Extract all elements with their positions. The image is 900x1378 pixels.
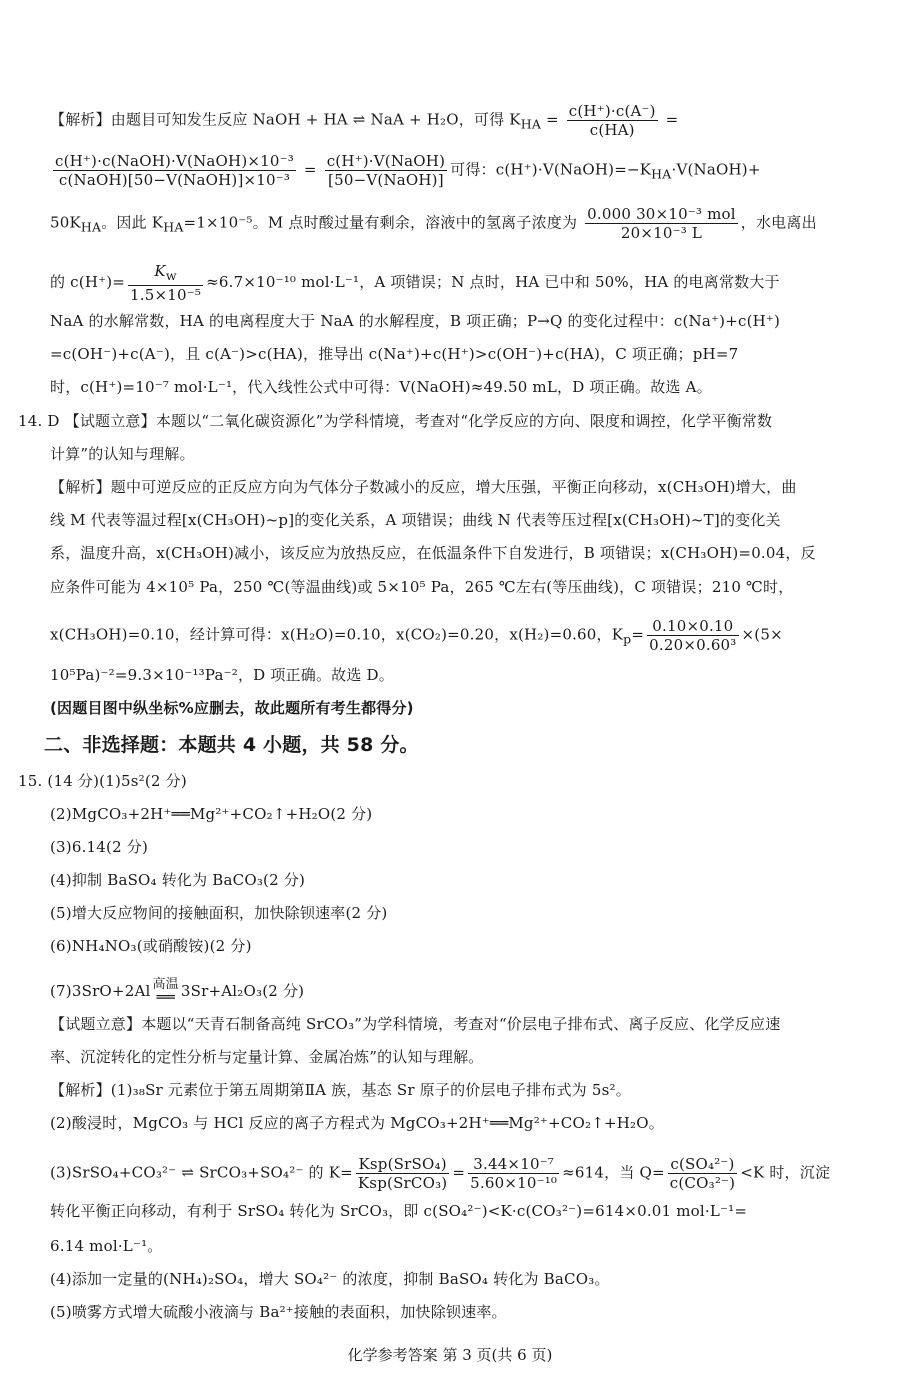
text: ×(5× xyxy=(741,625,783,644)
subscript: HA xyxy=(520,116,542,132)
q15-analysis-4: 转化平衡正向移动，有利于 SrSO₄ 转化为 SrCO₃，即 c(SO₄²⁻)<K·c(CO₃²⁻)=614×0.01 mol·L⁻¹= xyxy=(50,1202,748,1220)
q15-analysis-1: 【解析】(1)₃₈Sr 元素位于第五周期第ⅡA 族，基态 Sr 原子的价层电子排布式为 5s²。 xyxy=(50,1081,631,1099)
text: 的 c(H⁺)= xyxy=(50,273,126,291)
analysis-line-6: =c(OH⁻)+c(A⁻)，且 c(A⁻)>c(HA)，推导出 c(Na⁺)+c(H⁺)>c(OH⁻)+c(HA)，C 项正确；pH=7 xyxy=(50,345,739,363)
q15-answer-4: (4)抑制 BaSO₄ 转化为 BaCO₃(2 分) xyxy=(50,871,306,889)
denominator: c(NaOH)[50−V(NaOH)]×10⁻³ xyxy=(58,171,291,189)
analysis-line-1 xyxy=(50,102,870,139)
q14-analysis-line-4: 应条件可能为 4×10⁵ Pa，250 ℃(等温曲线)或 5×10⁵ Pa，265 ℃左右(等压曲线)，C 项错误；210 ℃时， xyxy=(50,578,794,596)
page-footer: 化学参考答案 第 3 页(共 6 页) xyxy=(347,1346,553,1364)
fraction-q xyxy=(668,1155,737,1192)
numerator: c(SO₄²⁻) xyxy=(668,1155,737,1174)
q15-answer-2: (2)MgCO₃+2H⁺══Mg²⁺+CO₂↑+H₂O(2 分) xyxy=(50,805,373,823)
text: = xyxy=(452,1163,466,1182)
text: (3)SrSO₄+CO₃²⁻ ⇌ SrCO₃+SO₄²⁻ 的 K= xyxy=(50,1163,353,1182)
fraction-concentration xyxy=(585,205,738,242)
q15-answer-7 xyxy=(50,977,870,1006)
subscript: HA xyxy=(80,219,102,235)
q15-intent-line-1: 【试题立意】本题以“天青石制备高纯 SrCO₃”为学科情境，考查对“价层电子排布式、离子反应、化学反应速 xyxy=(50,1015,781,1033)
numerator: c(H⁺)·V(NaOH) xyxy=(326,152,446,170)
subscript: HA xyxy=(163,219,184,235)
text: ≈6.7×10⁻¹⁰ mol·L⁻¹，A 项错误；N 点时，HA 已中和 50%，HA 的电离常数大于 xyxy=(206,273,780,291)
q15-analysis-6: (4)添加一定量的(NH₄)₂SO₄，增大 SO₄²⁻ 的浓度，抑制 BaSO₄ 转化为 BaCO₃。 xyxy=(50,1270,610,1288)
q15-answer-6: (6)NH₄NO₃(或硝酸铵)(2 分) xyxy=(50,937,252,955)
subscript: w xyxy=(165,268,177,283)
q14-analysis-line-3: 系，温度升高，x(CH₃OH)减小，该反应为放热反应，在低温条件下自发进行，B 项错误；x(CH₃OH)=0.04，反 xyxy=(50,544,816,562)
q15-analysis-7: (5)喷雾方式增大硫酸小液滴与 Ba²⁺接触的表面积，加快除钡速率。 xyxy=(50,1303,507,1321)
fraction-values xyxy=(468,1155,559,1192)
denominator: [50−V(NaOH)] xyxy=(328,171,444,189)
reaction-condition xyxy=(152,977,179,1006)
fraction-1 xyxy=(53,152,296,189)
numerator: 3.44×10⁻⁷ xyxy=(468,1155,559,1174)
numerator: c(H⁺)·c(A⁻) xyxy=(568,102,656,120)
analysis-line-2 xyxy=(50,152,870,189)
text: 50K xyxy=(50,213,81,232)
q14-intent-line-2: 计算”的认知与理解。 xyxy=(50,445,195,463)
text: 。因此 K xyxy=(101,213,164,232)
numerator: 0.10×0.10 xyxy=(647,617,738,636)
numerator: c(H⁺)·c(NaOH)·V(NaOH)×10⁻³ xyxy=(55,152,294,170)
fraction-kha xyxy=(567,102,658,139)
double-line-icon: ══ xyxy=(156,988,175,1006)
subscript: HA xyxy=(651,166,672,182)
q15-intent-line-2: 率、沉淀转化的定性分析与定量计算、金属冶炼”的认知与理解。 xyxy=(50,1048,484,1066)
analysis-line-5: NaA 的水解常数，HA 的电离程度大于 NaA 的水解程度，B 项正确；P→Q 的变化过程中：c(Na⁺)+c(H⁺) xyxy=(50,312,781,330)
denominator: 1.5×10⁻⁵ xyxy=(130,286,202,304)
q14-analysis-line-5 xyxy=(50,617,870,654)
text: = xyxy=(660,110,679,129)
section-heading: 二、非选择题：本题共 4 小题，共 58 分。 xyxy=(44,734,419,756)
text: = xyxy=(631,625,645,644)
text: (7)3SrO+2Al xyxy=(50,982,151,1000)
analysis-line-4 xyxy=(50,262,870,304)
denominator: 0.20×0.60³ xyxy=(649,636,737,654)
text: <K 时，沉淀 xyxy=(740,1163,831,1182)
q14-analysis-line-6: 10⁵Pa)⁻²=9.3×10⁻¹³Pa⁻²，D 项正确。故选 D。 xyxy=(50,666,394,684)
text: = xyxy=(298,160,322,179)
text: 可得：c(H⁺)·V(NaOH)=−K xyxy=(450,160,652,179)
fraction-ksp xyxy=(356,1155,449,1192)
analysis-line-7: 时，c(H⁺)=10⁻⁷ mol·L⁻¹，代入线性公式中可得：V(NaOH)≈49.50 mL，D 项正确。故选 A。 xyxy=(50,378,712,396)
text: ，水电离出 xyxy=(740,213,817,232)
text: ≈614，当 Q= xyxy=(562,1163,665,1182)
text: =1×10⁻⁵。M 点时酸过量有剩余，溶液中的氢离子浓度为 xyxy=(183,213,578,232)
denominator: c(CO₃²⁻) xyxy=(669,1174,736,1192)
denominator: Ksp(SrCO₃) xyxy=(357,1174,448,1192)
q14-analysis-line-2: 线 M 代表等温过程[x(CH₃OH)~p]的变化关系，A 项错误；曲线 N 代表等压过程[x(CH₃OH)~T]的变化关 xyxy=(50,511,781,529)
kw-symbol: K xyxy=(154,262,166,280)
q14-intent-line-1: 14. D 【试题立意】本题以“二氧化碳资源化”为学科情境，考查对“化学反应的方向、限度和调控，化学平衡常数 xyxy=(18,412,773,430)
numerator: Ksp(SrSO₄) xyxy=(356,1155,449,1174)
text: x(CH₃OH)=0.10，经计算可得：x(H₂O)=0.10，x(CO₂)=0.20，x(H₂)=0.60，K xyxy=(50,625,624,644)
analysis-line-3 xyxy=(50,205,870,242)
text: 3Sr+Al₂O₃(2 分) xyxy=(180,982,305,1000)
text: ·V(NaOH)+ xyxy=(671,160,761,179)
condition-label: 高温 xyxy=(152,977,179,992)
subscript: p xyxy=(623,631,632,647)
text: 【解析】由题目可知发生反应 NaOH + HA ⇌ NaA + H₂O，可得 K xyxy=(50,110,521,129)
q15-analysis-5: 6.14 mol·L⁻¹。 xyxy=(50,1237,163,1255)
fraction-2 xyxy=(325,152,447,189)
q15-analysis-2: (2)酸浸时，MgCO₃ 与 HCl 反应的离子方程式为 MgCO₃+2H⁺══Mg²⁺+CO₂↑+H₂O。 xyxy=(50,1114,664,1132)
denominator: c(HA) xyxy=(589,121,635,139)
denominator: 5.60×10⁻¹⁰ xyxy=(470,1174,558,1192)
fraction-kw xyxy=(128,262,203,304)
q15-answer-3: (3)6.14(2 分) xyxy=(50,838,149,856)
scoring-note: (因题目图中纵坐标%应删去，故此题所有考生都得分) xyxy=(50,699,414,717)
fraction-kp xyxy=(647,617,738,654)
q15-answer-1: 15. (14 分)(1)5s²(2 分) xyxy=(18,772,187,790)
q15-analysis-3 xyxy=(50,1155,870,1192)
text: = xyxy=(541,110,564,129)
numerator xyxy=(128,262,203,286)
q14-analysis-line-1: 【解析】题中可逆反应的正反应方向为气体分子数减小的反应，增大压强，平衡正向移动，x(CH₃OH)增大，曲 xyxy=(50,478,797,496)
denominator: 20×10⁻³ L xyxy=(620,224,703,242)
q15-answer-5: (5)增大反应物间的接触面积，加快除钡速率(2 分) xyxy=(50,904,388,922)
numerator: 0.000 30×10⁻³ mol xyxy=(587,205,736,223)
